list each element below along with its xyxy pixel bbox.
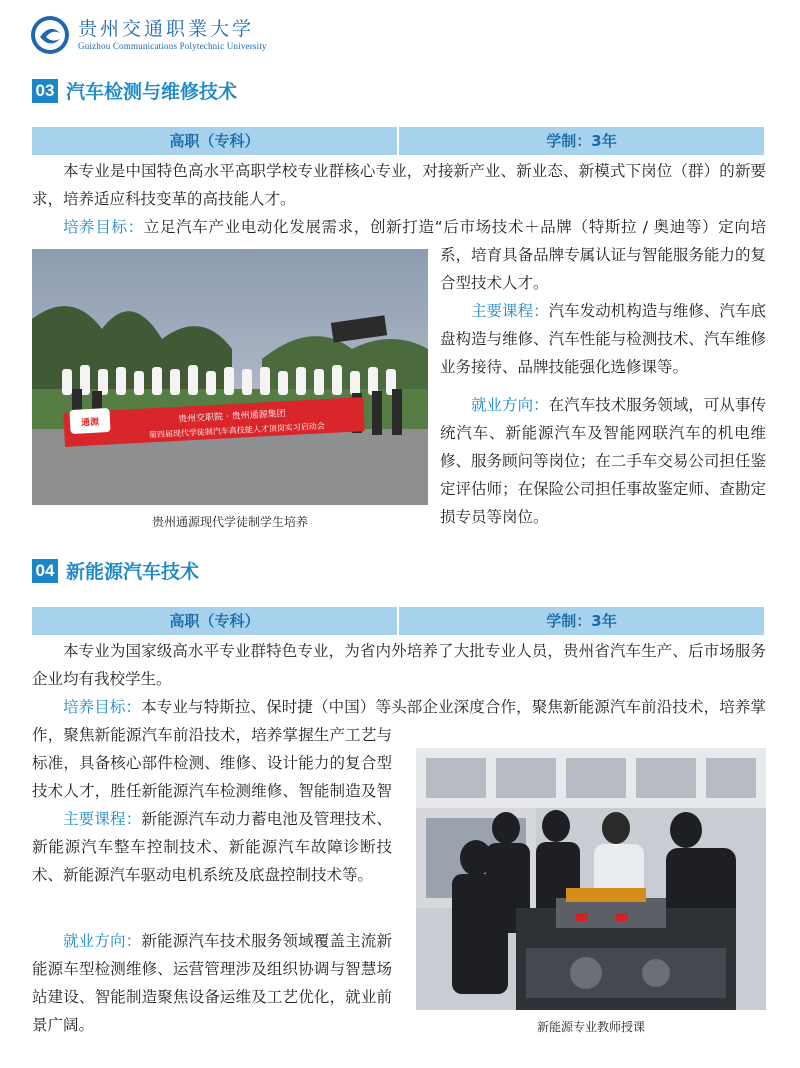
goal-text-continued: 作，聚焦新能源汽车前沿技术，培养掌握生产工艺与标准，具备核心部件检测、维修、设计能力的复合型技术人才，胜任新能源汽车检测维修、智能制造及智 (32, 726, 392, 800)
banner-text: 贵州交职院 · 贵州通源集团 (177, 409, 286, 425)
section-title-03 (32, 77, 237, 104)
program-level: 高职（专科） (32, 607, 397, 635)
banner-logo: 通源 (80, 417, 100, 429)
program-duration: 学制：3年 (399, 127, 764, 155)
career-text: 新能源汽车技术服务领域覆盖主流新能源车型检测维修、运营管理涉及组织协调与智慧场站建设、智能制造聚焦设备运维及工艺优化，就业前景广阔。 (32, 932, 392, 1034)
classroom-photo (416, 748, 766, 1010)
career-label: 就业方向： (63, 932, 142, 950)
page-header (30, 12, 267, 58)
courses-paragraph (440, 297, 766, 381)
goal-text: 本专业与特斯拉、保时捷（中国）等头部企业深度合作，聚焦新能源汽车前沿技术，培养掌 (141, 698, 766, 716)
photo-caption: 新能源专业教师授课 (536, 1020, 645, 1034)
goal-text: 立足汽车产业电动化发展需求，创新打造“后市场技术＋品牌（特斯拉 / 奥迪等）定向培 (143, 218, 766, 236)
group-photo (32, 249, 428, 505)
banner-subtext: 第四届现代学徒制汽车高技能人才顶岗实习启动会 (148, 421, 325, 440)
program-intro: 本专业为国家级高水平专业群特色专业，为省内外培养了大批专业人员，贵州省汽车生产、后市场服务企业均有我校学生。 (32, 642, 766, 688)
goal-paragraph (32, 213, 766, 241)
goal-continued (32, 721, 392, 805)
brand-block (78, 18, 267, 52)
career-label: 就业方向： (471, 396, 549, 414)
university-logo-icon (30, 15, 70, 55)
section-name: 汽车检测与维修技术 (66, 81, 238, 103)
career-paragraph (32, 927, 392, 1039)
goal-paragraph (32, 693, 766, 721)
section-title-04 (32, 557, 199, 584)
goal-label: 培养目标： (63, 218, 144, 236)
courses-text: 新能源汽车动力蓄电池及管理技术、新能源汽车整车控制技术、新能源汽车故障诊断技术、新能源汽车驱动电机系统及底盘控制技术等。 (32, 810, 392, 884)
career-text: 在汽车技术服务领域，可从事传统汽车、新能源汽车及智能网联汽车的机电维修、服务顾问等岗位；在二手车交易公司担任鉴定评估师；在保险公司担任事故鉴定师、查勘定损专员等岗位。 (440, 396, 766, 526)
program-info-bar (32, 127, 764, 155)
school-name-cn: 贵州交通职業大学 (78, 18, 255, 40)
courses-label: 主要课程： (471, 302, 549, 320)
goal-label: 培养目标： (63, 698, 142, 716)
section-number: 04 (32, 559, 58, 583)
goal-continued (440, 241, 766, 297)
courses-label: 主要课程： (63, 810, 142, 828)
photo-caption: 贵州通源现代学徒制学生培养 (151, 515, 308, 529)
program-intro: 本专业是中国特色高水平高职学校专业群核心专业，对接新产业、新业态、新模式下岗位（群）的新要求，培养适应科技变革的高技能人才。 (32, 162, 766, 208)
courses-paragraph (32, 805, 392, 889)
program-level: 高职（专科） (32, 127, 397, 155)
program-duration: 学制：3年 (399, 607, 764, 635)
section-number: 03 (32, 79, 58, 103)
career-paragraph (440, 391, 766, 531)
courses-text: 汽车发动机构造与维修、汽车底盘构造与维修、汽车性能与检测技术、汽车维修业务接待、品牌技能强化选修课等。 (440, 302, 766, 376)
goal-text-continued: 系，培育具备品牌专属认证与智能服务能力的复合型技术人才。 (440, 246, 766, 292)
section-name: 新能源汽车技术 (66, 561, 200, 583)
school-name-en: Guizhou Communications Polytechnic University (78, 41, 267, 51)
program-info-bar (32, 607, 764, 635)
